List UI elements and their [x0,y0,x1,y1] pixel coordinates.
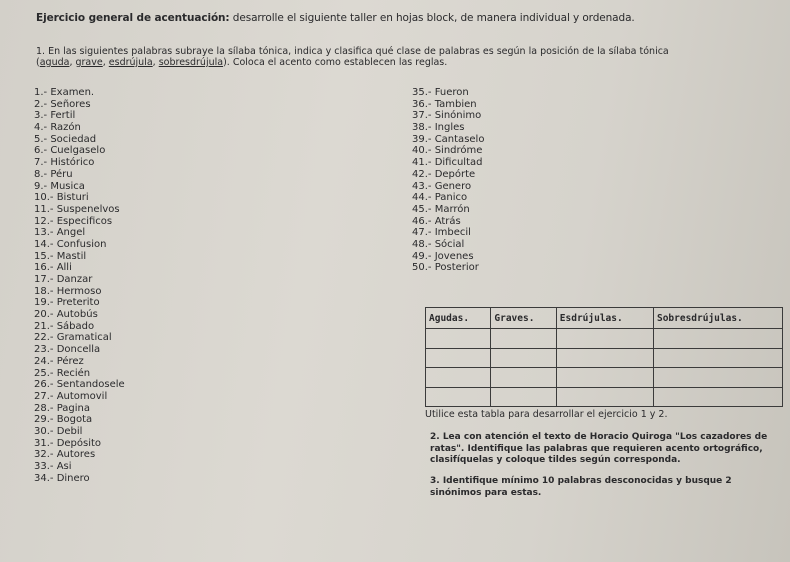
table-row [426,348,783,368]
table-cell [491,348,556,368]
table-cell [556,368,653,388]
word-item: 8.- Péru [34,168,73,180]
word-item: 3.- Fertil [34,110,76,122]
word-list-right [412,87,484,274]
sep-3: , [152,57,159,68]
word-item: 45.- Marrón [412,203,470,215]
classification-table [425,307,783,407]
word-item: 41.- Dificultad [412,157,483,169]
word-item: 44.- Panico [412,192,468,204]
table-header-row [426,308,783,329]
term-sobresdrujula: sobresdrújula [158,57,224,68]
word-item: 21.- Sábado [34,320,95,332]
exercise-1-rule: ). Coloca el acento como establecen las reglas. [223,57,448,68]
sep-2: , [102,57,109,68]
exercise-2-instructions: 2. Lea con atención el texto de Horacio Quiroga "Los cazadores de ratas". Identifique las palabras que requieren acento ortográfico, clasifíquelas y coloque tildes según corresponda. [430,432,768,465]
word-item: 1.- Examen. [34,87,95,98]
table-cell [426,368,491,388]
table-cell [426,329,491,349]
header-esdrujulas: Esdrújulas. [556,308,653,329]
page-title [36,12,776,24]
table-cell [653,387,782,407]
table-cell [426,387,491,407]
word-item: 49.- Jovenes [412,250,474,262]
word-item: 22.- Gramatical [34,332,112,344]
title-bold: Ejercicio general de acentuación: [36,12,230,24]
word-item: 26.- Sentandosele [34,379,125,391]
word-item: 15.- Mastil [34,250,87,262]
word-item: 11.- Suspenelvos [34,203,120,215]
word-item: 17.- Danzar [34,274,93,285]
title-rest: desarrolle el siguiente taller en hojas block, de manera individual y ordenada. [229,12,635,24]
table-cell [556,348,653,368]
exercise-1-text: 1. En las siguientes palabras subraye la sílaba tónica, indica y clasifica qué clase de palabras es según la posición de la sílaba tónica [36,46,669,57]
word-item: 25.- Recién [34,367,91,379]
table-cell [653,368,782,388]
header-sobresdrujulas: Sobresdrújulas. [653,308,782,329]
exercise-1-instructions [36,46,736,68]
word-item: 30.- Debil [34,425,83,437]
header-agudas: Agudas. [426,308,491,329]
word-item: 24.- Pérez [34,355,84,367]
term-grave: grave [75,57,103,68]
word-item: 7.- Histórico [34,157,95,169]
word-item: 46.- Atrás [412,215,461,227]
word-item: 34.- Dinero [34,472,90,484]
word-item: 40.- Sindróme [412,145,483,157]
word-item: 36.- Tambien [412,98,477,110]
term-aguda: aguda [39,57,70,68]
table-cell [426,348,491,368]
word-item: 6.- Cuelgaselo [34,145,106,157]
table-row [426,329,783,349]
paren-open: ( [36,57,40,68]
word-item: 50.- Posterior [412,262,479,274]
table-cell [653,329,782,349]
word-item: 20.- Autobús [34,309,98,321]
word-item: 4.- Razón [34,122,81,134]
word-item: 29.- Bogota [34,414,93,426]
table-cell [491,387,556,407]
word-item: 10.- Bisturi [34,192,89,204]
word-item: 43.- Genero [412,180,472,192]
exercise-3-instructions: 3. Identifique mínimo 10 palabras desconocidas y busque 2 sinónimos para estas. [430,476,732,498]
word-item: 38.- Ingles [412,122,465,134]
header-graves: Graves. [491,308,556,329]
table-cell [556,329,653,349]
word-item: 9.- Musica [34,180,85,192]
word-item: 12.- Especificos [34,215,113,227]
sep-1: , [69,57,76,68]
table-cell [653,348,782,368]
word-item: 48.- Sócial [412,238,465,250]
word-item: 32.- Autores [34,449,96,461]
word-item: 37.- Sinónimo [412,110,482,122]
table-cell [556,387,653,407]
word-item: 47.- Imbecil [412,227,471,239]
word-item: 2.- Señores [34,98,91,110]
word-item: 33.- Asi [34,461,72,472]
word-item: 39.- Cantaselo [412,133,485,145]
table-cell [491,368,556,388]
word-item: 18.- Hermoso [34,285,102,297]
word-item: 28.- Pagina [34,402,90,414]
word-item: 31.- Depósito [34,437,102,449]
word-item: 19.- Preterito [34,297,100,309]
word-item: 23.- Doncella [34,344,101,356]
word-item: 14.- Confusion [34,238,107,250]
table-cell [491,329,556,349]
word-item: 27.- Automovil [34,390,108,402]
word-item: 5.- Sociedad [34,133,97,145]
word-item: 35.- Fueron [412,87,469,98]
word-item: 16.- Alli [34,262,72,274]
word-item: 42.- Depórte [412,168,476,180]
term-esdrujula: esdrújula [108,57,153,68]
table-row [426,387,783,407]
table-caption: Utilice esta tabla para desarrollar el ejercicio 1 y 2. [425,409,668,420]
word-item: 13.- Angel [34,227,86,239]
word-list-left [34,87,125,484]
table-row [426,368,783,388]
